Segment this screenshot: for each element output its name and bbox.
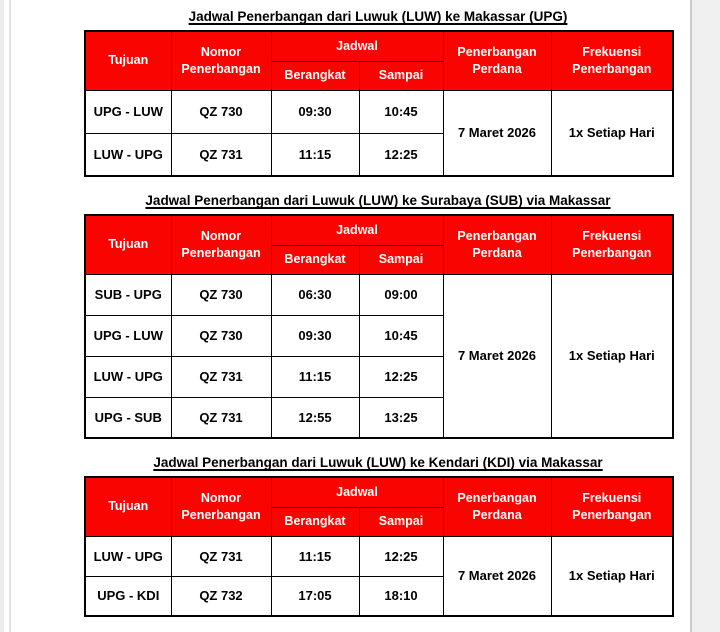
depart-time-cell: 09:30 (271, 315, 359, 356)
first-flight-date-cell: 7 Maret 2026 (443, 90, 551, 176)
route-cell: LUW - UPG (85, 536, 171, 576)
depart-time-cell: 17:05 (271, 576, 359, 616)
depart-time-cell: 12:55 (271, 397, 359, 438)
first-flight-date-cell: 7 Maret 2026 (443, 274, 551, 438)
table-row (85, 274, 673, 315)
frequency-cell: 1x Setiap Hari (551, 274, 673, 438)
col-header-sampai: Sampai (359, 507, 443, 536)
col-header-nomor-penerbangan: Nomor Penerbangan (171, 215, 271, 274)
arrive-time-cell: 18:10 (359, 576, 443, 616)
depart-time-cell: 09:30 (271, 90, 359, 133)
depart-time-cell: 06:30 (271, 274, 359, 315)
col-header-jadwal: Jadwal (271, 31, 443, 61)
flight-number-cell: QZ 731 (171, 133, 271, 176)
route-cell: LUW - UPG (85, 133, 171, 176)
col-header-nomor-penerbangan: Nomor Penerbangan (171, 477, 271, 536)
col-header-berangkat: Berangkat (271, 245, 359, 274)
route-cell: UPG - LUW (85, 315, 171, 356)
route-cell: UPG - KDI (85, 576, 171, 616)
arrive-time-cell: 10:45 (359, 315, 443, 356)
flight-number-cell: QZ 731 (171, 536, 271, 576)
header-row (85, 215, 673, 245)
schedule-section-kendari (84, 454, 672, 617)
col-header-penerbangan-perdana: Penerbangan Perdana (443, 477, 551, 536)
arrive-time-cell: 13:25 (359, 397, 443, 438)
flight-schedule-table-makassar (84, 30, 674, 177)
arrive-time-cell: 09:00 (359, 274, 443, 315)
col-header-jadwal: Jadwal (271, 215, 443, 245)
col-header-berangkat: Berangkat (271, 61, 359, 90)
viewer-left-border-line (9, 0, 11, 632)
arrive-time-cell: 12:25 (359, 356, 443, 397)
col-header-frekuensi-penerbangan: Frekuensi Penerbangan (551, 31, 673, 90)
flight-number-cell: QZ 730 (171, 90, 271, 133)
flight-schedule-table-surabaya (84, 214, 674, 439)
route-cell: SUB - UPG (85, 274, 171, 315)
viewer-right-edge (692, 0, 720, 632)
header-row (85, 477, 673, 507)
col-header-frekuensi-penerbangan: Frekuensi Penerbangan (551, 215, 673, 274)
depart-time-cell: 11:15 (271, 133, 359, 176)
col-header-nomor-penerbangan: Nomor Penerbangan (171, 31, 271, 90)
header-row (85, 31, 673, 61)
col-header-frekuensi-penerbangan: Frekuensi Penerbangan (551, 477, 673, 536)
route-cell: LUW - UPG (85, 356, 171, 397)
schedule-section-makassar (84, 8, 672, 177)
flight-number-cell: QZ 732 (171, 576, 271, 616)
col-header-penerbangan-perdana: Penerbangan Perdana (443, 215, 551, 274)
arrive-time-cell: 10:45 (359, 90, 443, 133)
frequency-cell: 1x Setiap Hari (551, 90, 673, 176)
route-cell: UPG - SUB (85, 397, 171, 438)
schedule-section-surabaya (84, 192, 672, 439)
col-header-tujuan: Tujuan (85, 477, 171, 536)
viewer-left-edge (0, 0, 4, 632)
col-header-berangkat: Berangkat (271, 507, 359, 536)
flight-schedule-table-kendari (84, 476, 674, 617)
flight-number-cell: QZ 731 (171, 397, 271, 438)
col-header-sampai: Sampai (359, 61, 443, 90)
table-title: Jadwal Penerbangan dari Luwuk (LUW) ke Surabaya (SUB) via Makassar (145, 193, 611, 208)
table-row (85, 536, 673, 576)
route-cell: UPG - LUW (85, 90, 171, 133)
flight-number-cell: QZ 730 (171, 315, 271, 356)
col-header-jadwal: Jadwal (271, 477, 443, 507)
col-header-sampai: Sampai (359, 245, 443, 274)
arrive-time-cell: 12:25 (359, 536, 443, 576)
first-flight-date-cell: 7 Maret 2026 (443, 536, 551, 616)
arrive-time-cell: 12:25 (359, 133, 443, 176)
frequency-cell: 1x Setiap Hari (551, 536, 673, 616)
depart-time-cell: 11:15 (271, 536, 359, 576)
table-title: Jadwal Penerbangan dari Luwuk (LUW) ke Makassar (UPG) (188, 9, 568, 24)
col-header-penerbangan-perdana: Penerbangan Perdana (443, 31, 551, 90)
flight-number-cell: QZ 731 (171, 356, 271, 397)
col-header-tujuan: Tujuan (85, 215, 171, 274)
col-header-tujuan: Tujuan (85, 31, 171, 90)
table-title: Jadwal Penerbangan dari Luwuk (LUW) ke Kendari (KDI) via Makassar (153, 455, 603, 470)
table-row (85, 90, 673, 133)
flight-number-cell: QZ 730 (171, 274, 271, 315)
depart-time-cell: 11:15 (271, 356, 359, 397)
